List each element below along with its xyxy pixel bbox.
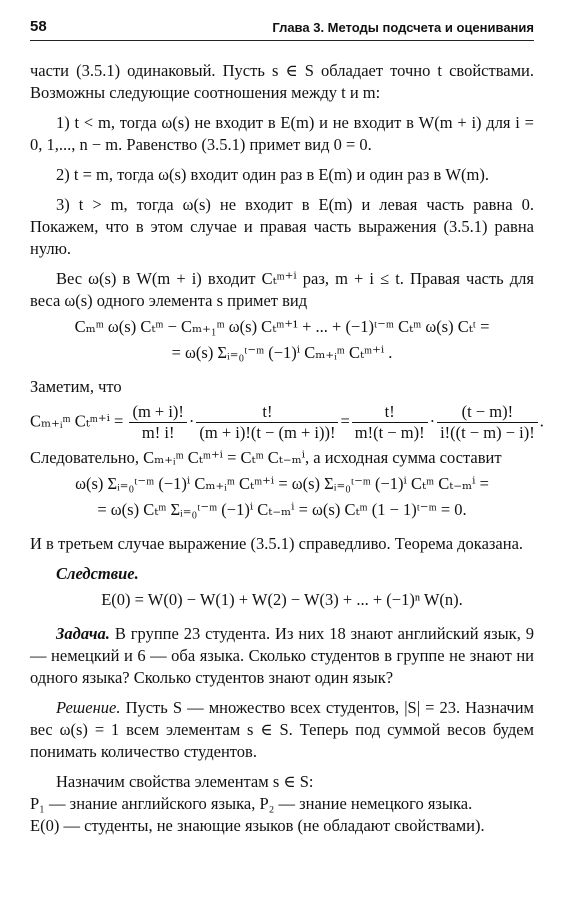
problem-text: В группе 23 студента. Из них 18 знают английский язык, 9 — немецкий и 6 — оба языка. Сколько студентов в группе не знают ни одного языка? Сколько студентов знают один язык? — [30, 624, 535, 687]
solution-text: Пусть S — множество всех студентов, |S| = 23. Назначим вес ω(s) = 1 всем элементам s ∈ S. Теперь под суммой весов будем понимать количество студентов. — [30, 698, 534, 761]
property-e0: E(0) — студенты, не знающие языков (не обладают свойствами). — [30, 816, 485, 835]
case-2: 2) t = m, тогда ω(s) входит один раз в E(m) и один раз в W(m). — [56, 165, 489, 184]
fraction-2: $\frac{t!}{(m + i)!(t - (m + i))!}$ — [196, 402, 338, 443]
corollary-heading — [30, 563, 534, 585]
equation-1: Cₘᵐ ω(s) Cₜᵐ − Cₘ₊₁ᵐ ω(s) Cₜᵐ⁺¹ + ... + (−1)ᵗ⁻ᵐ Cₜᵐ ω(s) Cₜᵗ = — [74, 317, 490, 336]
page-body — [30, 60, 544, 837]
equation-6: E(0) = W(0) − W(1) + W(2) − W(3) + ... + (−1)ⁿ W(n). — [101, 590, 463, 609]
fraction-4: $\frac{(t - m)!}{i!((t - m) - i)!}$ — [437, 402, 538, 443]
solution-paragraph — [30, 697, 534, 763]
fraction-1: $\frac{(m + i)!}{m! i!}$ — [129, 402, 186, 443]
case-3: 3) t > m, тогда ω(s) не входит в E(m) и левая часть равна 0. Покажем, что в этом случае и правая часть выражения (3.5.1) равна нулю. — [30, 195, 534, 258]
case-1: 1) t < m, тогда ω(s) не входит в E(m) и не входит в W(m + i) для i = 0, 1,..., n − m. Равенство (3.5.1) примет вид 0 = 0. — [30, 113, 534, 154]
solution-label: Решение. — [56, 698, 121, 717]
paragraph-weight: Вес ω(s) в W(m + i) входит Cₜᵐ⁺ⁱ раз, m + i ≤ t. Правая часть для веса ω(s) одного элемента s примет вид — [30, 269, 534, 310]
paragraph-1: части (3.5.1) одинаковый. Пусть s ∈ S обладает точно t свойствами. Возможны следующие соотношения между t и m: — [30, 61, 534, 102]
fraction-3: $\frac{t!}{m!(t - m)!}$ — [352, 402, 428, 443]
property-list: P₁ — знание английского языка, P₂ — знание немецкого языка. — [30, 794, 473, 813]
equation-4: ω(s) Σᵢ₌₀ᵗ⁻ᵐ (−1)ⁱ Cₘ₊ᵢᵐ Cₜᵐ⁺ⁱ = ω(s) Σᵢ₌₀ᵗ⁻ᵐ (−1)ⁱ Cₜᵐ Cₜ₋ₘⁱ = — [75, 474, 489, 493]
running-header — [30, 18, 534, 41]
page-number: 58 — [30, 18, 47, 35]
corollary-label: Следствие. — [56, 564, 139, 583]
problem-paragraph — [30, 623, 534, 689]
equation-3: Cₘ₊ᵢᵐ Cₜᵐ⁺ⁱ = $\frac{(m + i)!}{m! i!}$ · $\frac{t!}{(m + i)!(t - (m + i))!}$ = $\frac{t!}{m!(t - m)!}$ · $\frac{(t - m)!}{i!((t - m) - i)!}$ . — [30, 402, 544, 442]
paragraph-note: Заметим, что — [30, 377, 122, 396]
paragraph-consequence: Следовательно, Cₘ₊ᵢᵐ Cₜᵐ⁺ⁱ = Cₜᵐ Cₜ₋ₘⁱ, а исходная сумма составит — [30, 448, 502, 467]
paragraph-proof-end: И в третьем случае выражение (3.5.1) справедливо. Теорема доказана. — [30, 534, 524, 553]
chapter-title: Глава 3. Методы подсчета и оценивания — [272, 20, 534, 35]
paragraph-properties: Назначим свойства элементам s ∈ S: — [56, 772, 314, 791]
equation-2: = ω(s) Σᵢ₌₀ᵗ⁻ᵐ (−1)ⁱ Cₘ₊ᵢᵐ Cₜᵐ⁺ⁱ . — [171, 343, 393, 362]
problem-label: Задача. — [56, 624, 110, 643]
equation-5: = ω(s) Cₜᵐ Σᵢ₌₀ᵗ⁻ᵐ (−1)ⁱ Cₜ₋ₘⁱ = ω(s) Cₜᵐ (1 − 1)ᵗ⁻ᵐ = 0. — [97, 500, 467, 519]
equation-3-lhs: Cₘ₊ᵢᵐ Cₜᵐ⁺ⁱ = — [30, 411, 124, 431]
